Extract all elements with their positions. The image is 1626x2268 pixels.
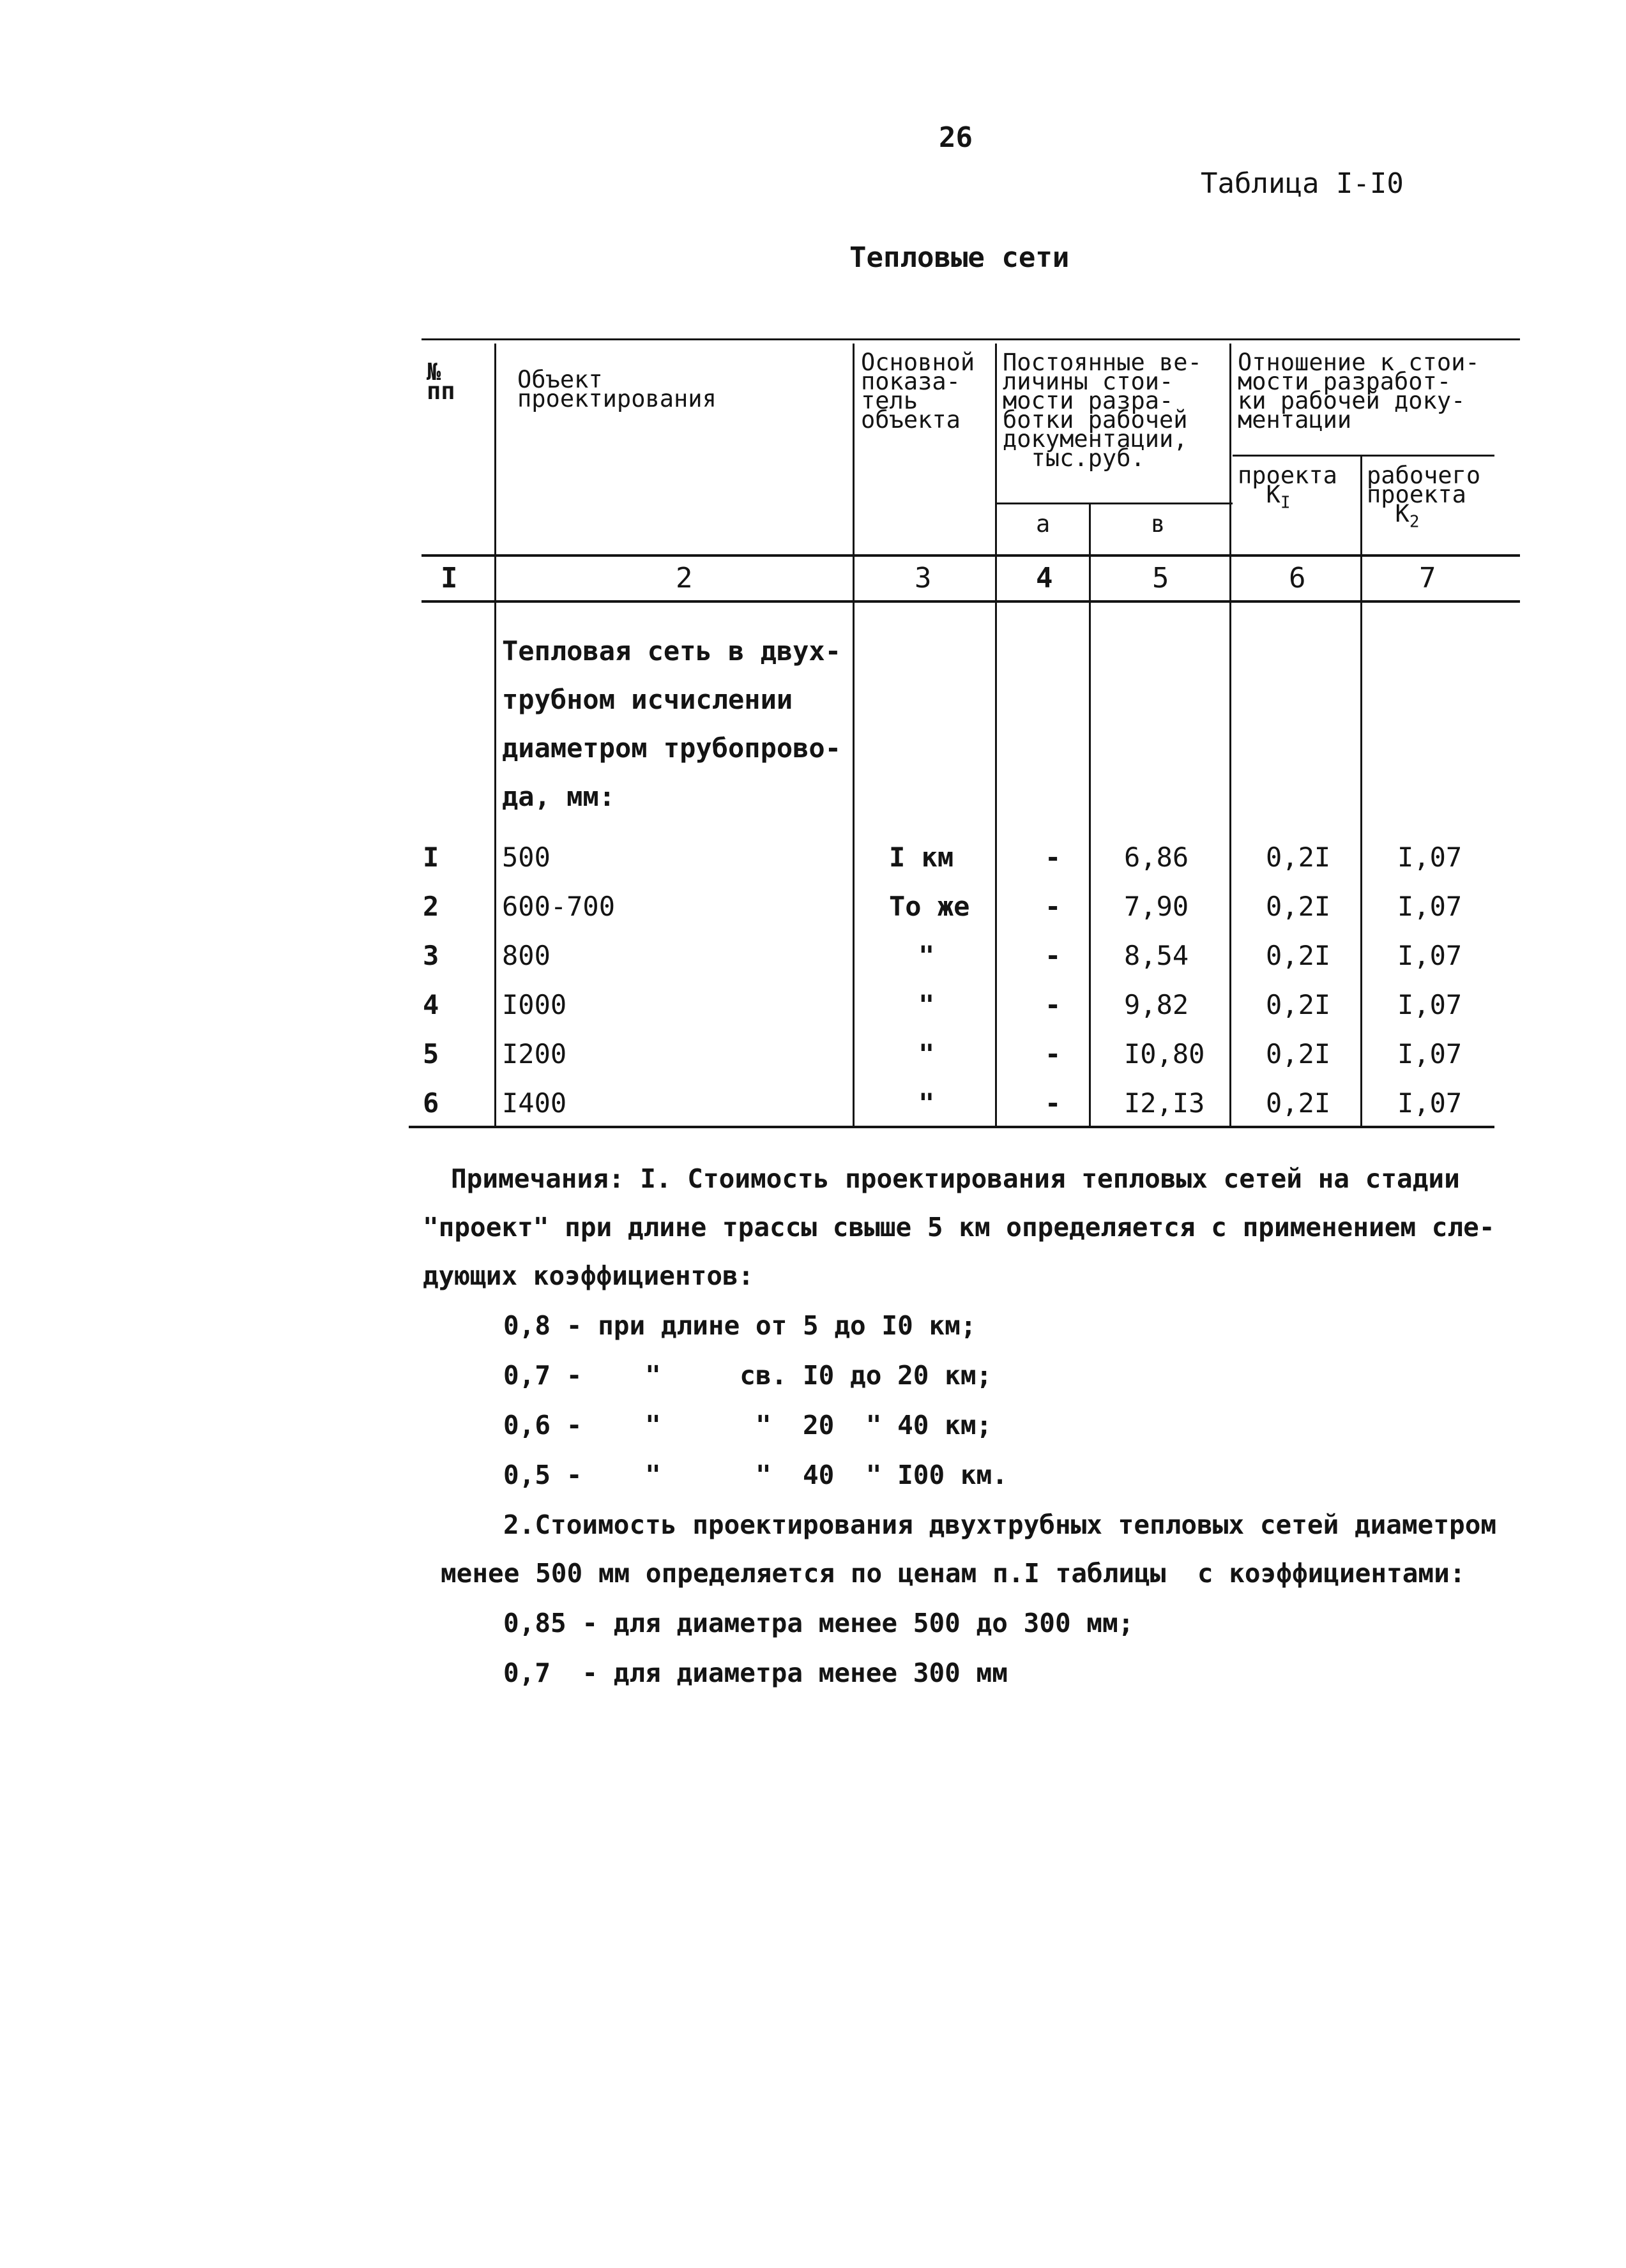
row-number: I [423, 842, 439, 873]
value-b: 7,90 [1124, 891, 1189, 922]
value-a: - [1045, 1038, 1061, 1070]
header-col-b: в [1151, 510, 1166, 538]
group-title-line-1: Тепловая сеть в двух- [502, 635, 842, 667]
coefficient-line-2: 0,7 - " св. I0 до 20 км; [503, 1360, 992, 1391]
header-working-project-k2: рабочего проекта $К_2$ [1367, 462, 1481, 532]
coefficient-line-3: 0,6 - " " 20 " 40 км; [503, 1410, 992, 1440]
note-2-line-2: менее 500 мм определяется по ценам п.I таблицы с коэффициентами: [441, 1558, 1466, 1589]
column-number-4: 4 [1036, 562, 1053, 594]
coef-k2: I,07 [1397, 940, 1463, 971]
coef-k1: 0,2I [1266, 842, 1331, 873]
object-diameter: I400 [502, 1087, 567, 1119]
coef-k2: I,07 [1397, 1087, 1463, 1119]
base-indicator: То же [889, 891, 970, 922]
row-number: 3 [423, 940, 439, 971]
coef-k2: I,07 [1397, 842, 1463, 873]
column-number-6: 6 [1289, 562, 1306, 594]
note-1-line-1: Примечания: I. Стоимость проектирования тепловых сетей на стадии [451, 1163, 1460, 1194]
row-number: 2 [423, 891, 439, 922]
value-b: I0,80 [1124, 1038, 1205, 1070]
coefficient-line-1: 0,8 - при длине от 5 до I0 км; [503, 1310, 976, 1341]
row-number: 5 [423, 1038, 439, 1070]
coef-k1: 0,2I [1266, 1038, 1331, 1070]
group-title-line-3: диаметром трубопрово- [502, 732, 842, 764]
coefficient-line-6: 0,7 - для диаметра менее 300 мм [503, 1658, 1008, 1688]
object-diameter: I000 [502, 989, 567, 1020]
coef-k2: I,07 [1397, 891, 1463, 922]
column-number-2: 2 [676, 562, 693, 594]
header-object: Объект проектирования [517, 366, 717, 412]
coefficient-line-4: 0,5 - " " 40 " I00 км. [503, 1460, 1008, 1490]
value-a: - [1045, 1087, 1061, 1119]
column-number-7: 7 [1419, 562, 1436, 594]
coef-k2: I,07 [1397, 989, 1463, 1020]
note-1-line-2: "проект" при длине трассы свыше 5 км определяется с применением сле- [423, 1212, 1495, 1243]
value-b: I2,I3 [1124, 1087, 1205, 1119]
coef-k1: 0,2I [1266, 891, 1331, 922]
base-indicator: I км [889, 842, 954, 873]
value-a: - [1045, 891, 1061, 922]
object-diameter: 600-700 [502, 891, 616, 922]
row-number: 6 [423, 1087, 439, 1119]
coef-k2: I,07 [1397, 1038, 1463, 1070]
base-indicator: " [918, 989, 935, 1020]
column-number-3: 3 [915, 562, 932, 594]
object-diameter: 500 [502, 842, 551, 873]
coefficient-line-5: 0,85 - для диаметра менее 500 до 300 мм; [503, 1608, 1134, 1638]
value-b: 9,82 [1124, 989, 1189, 1020]
group-title-line-4: да, мм: [502, 781, 616, 812]
base-indicator: " [918, 1038, 935, 1070]
note-2-line-1: 2.Стоимость проектирования двухтрубных тепловых сетей диаметром [503, 1509, 1497, 1540]
row-number: 4 [423, 989, 439, 1020]
object-diameter: I200 [502, 1038, 567, 1070]
column-number-5: 5 [1152, 562, 1169, 594]
value-b: 8,54 [1124, 940, 1189, 971]
page-number: 26 [939, 121, 973, 154]
value-a: - [1045, 842, 1061, 873]
coef-k1: 0,2I [1266, 989, 1331, 1020]
header-constant-values: Постоянные ве- личины стои- мости разра- ботки рабочей документации, тыс.руб. [1003, 349, 1202, 472]
header-ratio: Отношение к стои- мости разработ- ки рабочей доку- ментации [1238, 349, 1480, 434]
object-diameter: 800 [502, 940, 551, 971]
column-number-1: I [441, 562, 458, 594]
value-b: 6,86 [1124, 842, 1189, 873]
group-title-line-2: трубном исчислении [502, 684, 793, 715]
header-col-a: а [1036, 510, 1051, 538]
coef-k1: 0,2I [1266, 940, 1331, 971]
header-indicator: Основной показа- тель объекта [861, 349, 975, 434]
table-label: Таблица I-I0 [1201, 167, 1404, 200]
coef-k1: 0,2I [1266, 1087, 1331, 1119]
value-a: - [1045, 989, 1061, 1020]
base-indicator: " [918, 940, 935, 971]
note-1-line-3: дующих коэффициентов: [423, 1260, 754, 1291]
value-a: - [1045, 940, 1061, 971]
base-indicator: " [918, 1087, 935, 1119]
table-title: Тепловые сети [849, 241, 1070, 274]
header-project-k1: проекта $К_I$ [1238, 462, 1337, 513]
header-row-number: № пп [427, 358, 455, 405]
